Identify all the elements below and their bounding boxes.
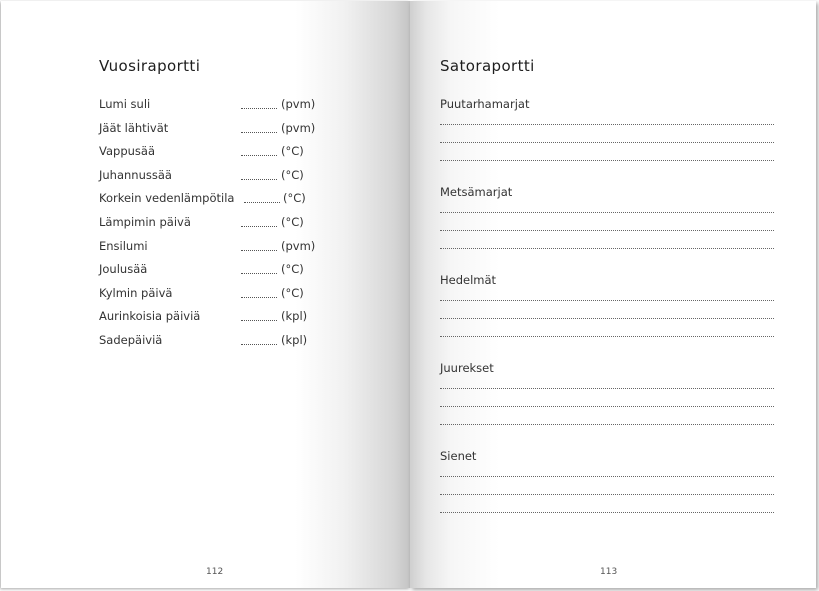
row-unit: (pvm) [281, 97, 316, 111]
writing-line [440, 424, 774, 425]
page-number: 113 [600, 567, 618, 577]
row-unit: (kpl) [281, 332, 308, 347]
fill-in-line [241, 123, 277, 133]
row-label: Lämpimin päivä [99, 214, 191, 229]
left-page [1, 1, 410, 588]
row-label: Ensilumi [99, 238, 148, 253]
row-unit: (°C) [281, 285, 304, 300]
section-heading: Juurekset [440, 361, 494, 375]
fill-in-line [241, 99, 277, 109]
writing-line [440, 388, 774, 389]
page-title: Satoraportti [440, 57, 535, 75]
writing-line [440, 512, 774, 513]
writing-line [440, 318, 774, 319]
fill-in-line [241, 264, 277, 274]
writing-line [440, 142, 774, 143]
page-number: 112 [206, 567, 224, 577]
fill-in-line [241, 288, 277, 298]
row-label: Joulusää [99, 262, 148, 277]
writing-line [440, 248, 774, 249]
fill-in-line [244, 193, 280, 203]
row-label: Juhannussää [99, 167, 172, 182]
row-label: Jäät lähtivät [99, 120, 169, 135]
row-unit: (°C) [281, 262, 304, 277]
fill-in-line [241, 170, 277, 180]
writing-line [440, 406, 774, 407]
writing-line [440, 212, 774, 213]
section-heading: Hedelmät [440, 273, 497, 287]
page-title: Vuosiraportti [99, 57, 201, 75]
row-label: Vappusää [99, 144, 155, 159]
row-unit: (pvm) [281, 238, 316, 253]
row-unit: (°C) [281, 167, 304, 182]
right-page [410, 1, 816, 588]
fill-in-line [241, 311, 277, 321]
row-label: Kylmin päivä [99, 285, 173, 300]
row-unit: (°C) [281, 214, 304, 229]
row-label: Korkein vedenlämpötila [99, 191, 235, 206]
row-unit: (°C) [283, 191, 306, 206]
row-label: Lumi suli [99, 97, 151, 111]
row-unit: (kpl) [281, 309, 308, 324]
fill-in-line [241, 146, 277, 156]
writing-line [440, 476, 774, 477]
writing-line [440, 230, 774, 231]
section-heading: Puutarhamarjat [440, 97, 530, 111]
writing-line [440, 160, 774, 161]
writing-line [440, 494, 774, 495]
section-heading: Sienet [440, 449, 477, 463]
row-unit: (°C) [281, 144, 304, 159]
row-unit: (pvm) [281, 120, 316, 135]
row-label: Sadepäiviä [99, 332, 163, 347]
writing-line [440, 336, 774, 337]
fill-in-line [241, 241, 277, 251]
writing-line [440, 300, 774, 301]
writing-line [440, 124, 774, 125]
fill-in-line [241, 217, 277, 227]
row-label: Aurinkoisia päiviä [99, 309, 201, 324]
fill-in-line [241, 335, 277, 345]
section-heading: Metsämarjat [440, 185, 513, 199]
